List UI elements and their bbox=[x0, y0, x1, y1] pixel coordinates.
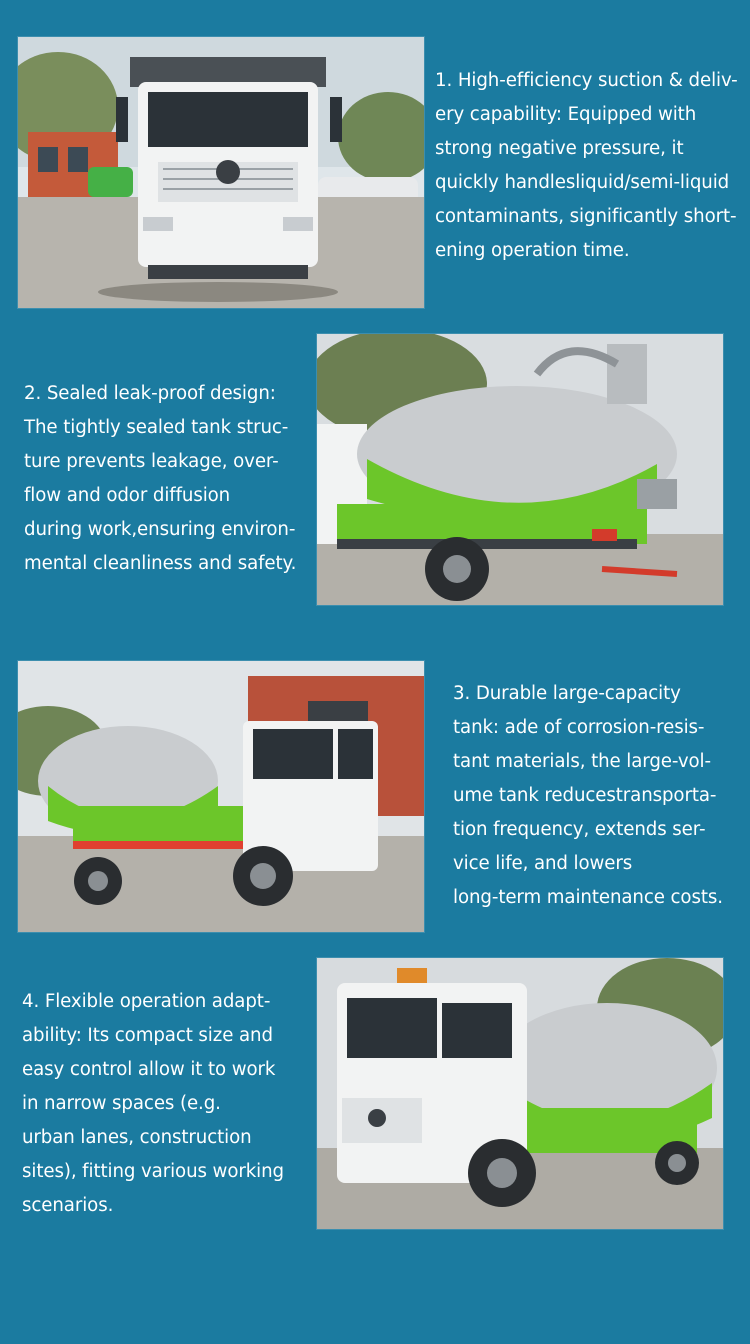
feature-suction-text: 1. High-efficiency suction & deliv- ery capability: Equipped with strong negative pressure, it quickly handlesliquid/semi-liquid contaminants, significantly short- ening operation time. bbox=[435, 70, 738, 261]
feature-durable-text: 3. Durable large-capacity tank: ade of corrosion-resis- tant materials, the large-vol- ume tank reducestransporta- tion frequency, extends ser- vice life, and lowers long-term maintenance costs. bbox=[453, 683, 723, 908]
feature-flexible-text: 4. Flexible operation adapt- ability: Its compact size and easy control allow it to work in narrow spaces (e.g. urban lanes, construction sites), fitting various working scenarios. bbox=[22, 991, 284, 1216]
feature-sealed-text: 2. Sealed leak-proof design: The tightly sealed tank struc- ture prevents leakage, over- flow and odor diffusion during work,ensuring environ- mental cleanliness and safety. bbox=[24, 383, 297, 574]
truck-side-photo bbox=[18, 661, 424, 932]
truck-angle-photo bbox=[317, 958, 723, 1229]
truck-rear-photo bbox=[317, 334, 723, 605]
truck-front-photo bbox=[18, 37, 424, 308]
